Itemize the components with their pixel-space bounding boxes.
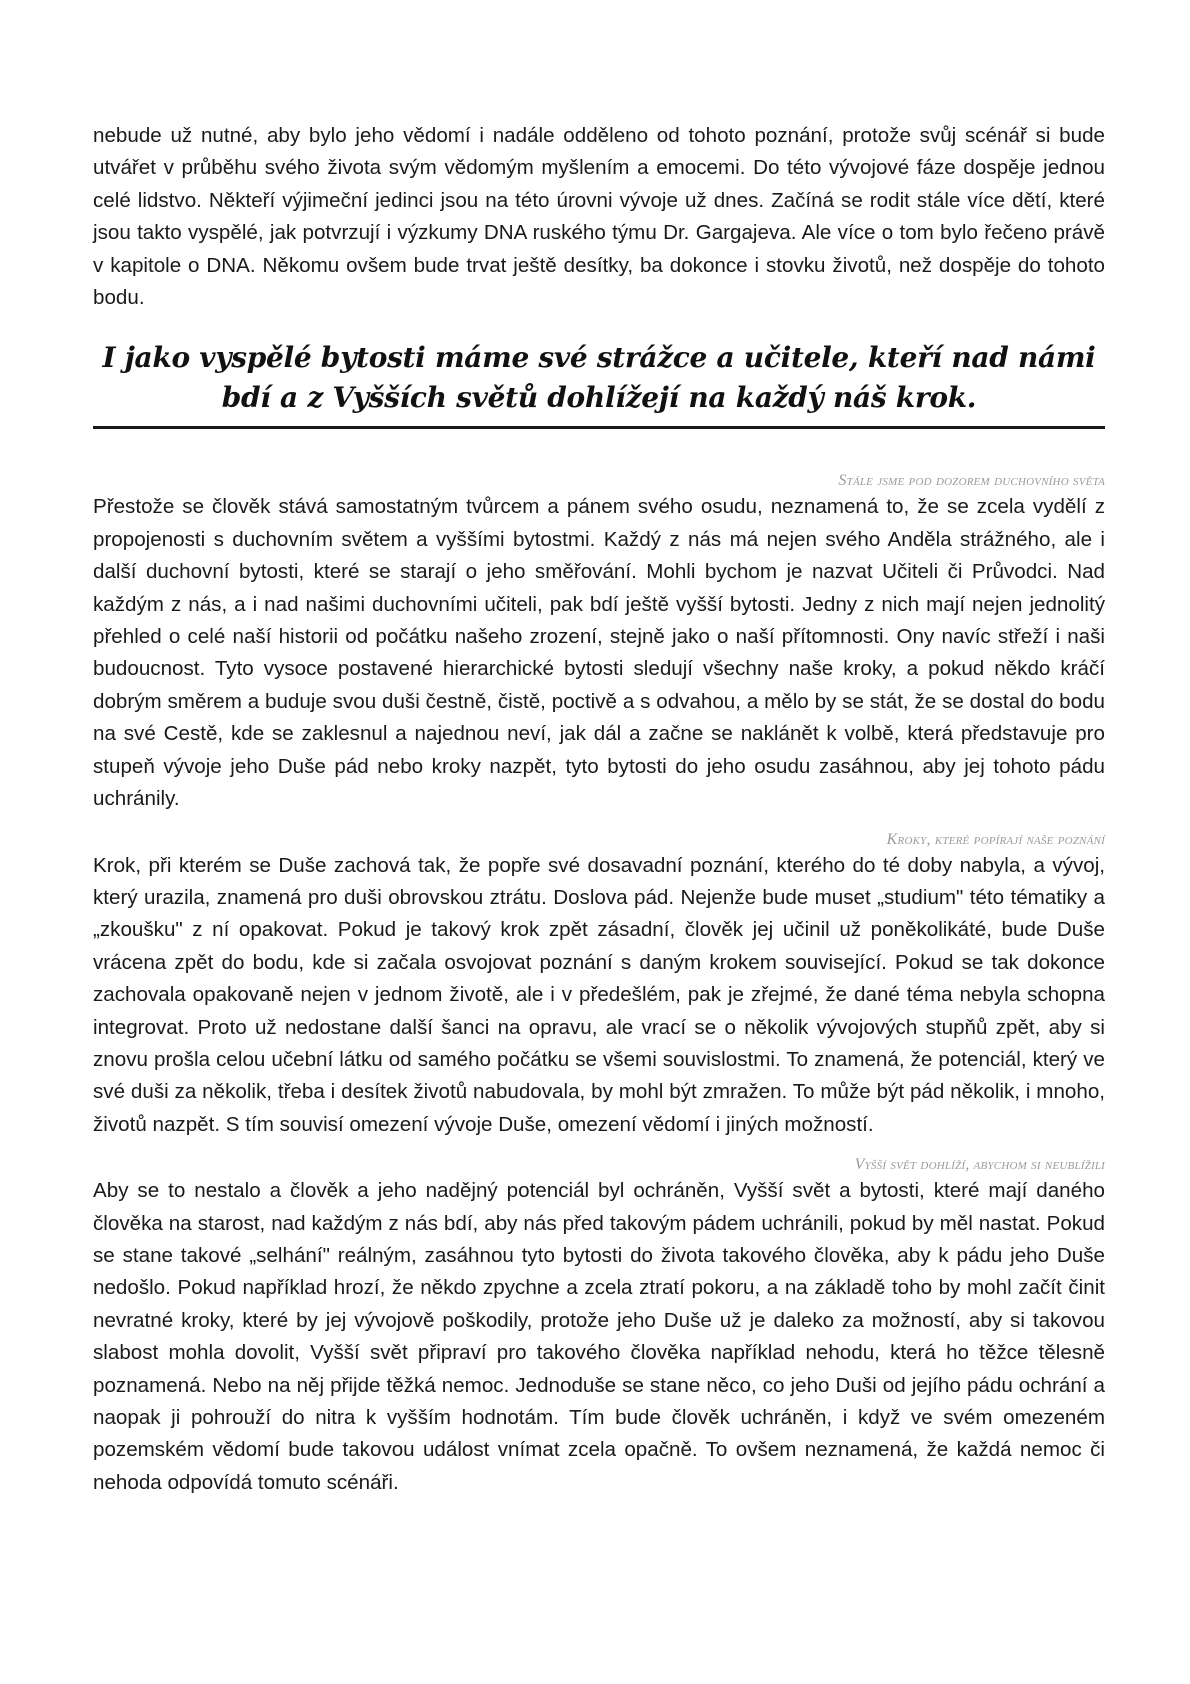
section-paragraph: Aby se to nestalo a člověk a jeho nadějný potenciál byl ochráněn, Vyšší svět a bytosti, které mají daného člověka na starost, nad každým z nás bdí, aby nás před takovým pádem uchránili, pokud by měl nastat. Pokud se stane takové „selhání" reálným, zasáhnou tyto bytosti do života takového člověka, aby k pádu jeho Duše nedošlo. Pokud například hrozí, že někdo zpychne a zcela ztratí pokoru, a na základě toho by mohl začít činit nevratné kroky, které by jej vývojově poškodily, protože jeho Duše už je daleko za možností, aby si takovou slabost mohla dovolit, Vyšší svět připraví pro takového člověka například nehodu, která ho těžce tělesně poznamená. Nebo na něj přijde těžká nemoc. Jednoduše se stane něco, co jeho Duši od jejího pádu ochrání a naopak ji pohrouží do nitra k vyšším hodnotám. Tím bude člověk uchráněn, i když ve svém omezeném pozemském vědomí bude takovou událost vnímat zcela opačně. To ovšem neznamená, že každá nemoc či nehoda odpovídá tomuto scénáři.: [93, 1179, 1105, 1494]
section-2: [93, 830, 1105, 1142]
highlight-quote-block: [93, 338, 1105, 429]
section-paragraph: Krok, při kterém se Duše zachová tak, že popře své dosavadní poznání, kterého do té doby nabyla, a vývoj, který urazila, znamená pro duši obrovskou ztrátu. Doslova pád. Nejenže bude muset „studium" této tématiky a „zkoušku" z ní opakovat. Pokud je takový krok zpět zásadní, člověk jej učinil už poněkolikáté, bude Duše vrácena zpět do bodu, kde si začala osvojovat poznání s daným krokem související. Pokud se tak dokonce zachovala opakovaně nejen v jednom životě, ale i v předešlém, pak je zřejmé, že dané téma nebyla schopna integrovat. Proto už nedostane další šanci na opravu, ale vrací se o několik vývojových stupňů zpět, aby si znovu prošla celou učební látku od samého počátku se všemi souvislostmi. To znamená, že potenciál, který ve své duši za několik, třeba i desítek životů nabudovala, by mohl být zmražen. To může být pád několik, i mnoho, životů nazpět. S tím souvisí omezení vývoje Duše, omezení vědomí i jiných možností.: [93, 853, 1105, 1136]
section-heading: Kroky, které popírají naše poznání: [886, 830, 1105, 848]
section-heading: Stále jsme pod dozorem duchovního světa: [838, 472, 1105, 490]
intro-paragraph: nebude už nutné, aby bylo jeho vědomí i nadále odděleno od tohoto poznání, protože svůj scénář si bude utvářet v průběhu svého života svým vědomým myšlením a emocemi. Do této vývojové fáze dospěje jednou celé lidstvo. Někteří výjimeční jedinci jsou na této úrovni vývoje už dnes. Začíná se rodit stále více dětí, které jsou takto vyspělé, jak potvrzují i výzkumy DNA ruského týmu Dr. Gargajeva. Ale více o tom bylo řečeno právě v kapitole o DNA. Někomu ovšem bude trvat ještě desítky, ba dokonce i stovku životů, než dospěje do tohoto bodu.: [93, 124, 1105, 310]
section-heading: Vyšší svět dohlíží, abychom si neublížili: [854, 1156, 1105, 1174]
section-paragraph: Přestože se člověk stává samostatným tvůrcem a pánem svého osudu, neznamená to, že se zcela vydělí z propojenosti s duchovním světem a vyššími bytostmi. Každý z nás má nejen svého Anděla strážného, ale i další duchovní bytosti, které se starají o jeho směřování. Mohli bychom je nazvat Učiteli či Průvodci. Nad každým z nás, a i nad našimi duchovními učiteli, pak bdí ještě vyšší bytosti. Jedny z nich mají nejen jednolitý přehled o celé naší historii od počátku našeho zrození, stejně jako o naší přítomnosti. Ony navíc střeží i naši budoucnost. Tyto vysoce postavené hierarchické bytosti sledují všechny naše kroky, a pokud někdo kráčí dobrým směrem a buduje svou duši čestně, čistě, poctivě a s odvahou, a mělo by se stát, že se dostal do bodu na své Cestě, kde se zaklesnul a najednou neví, jak dál a začne se naklánět k volbě, která představuje pro stupeň vývoje jeho Duše pád nebo kroky nazpět, tyto bytosti do jeho osudu zasáhnou, aby jej tohoto pádu uchránily.: [93, 495, 1105, 811]
section-1: [93, 471, 1105, 815]
document-page: [93, 120, 1105, 1499]
section-3: [93, 1155, 1105, 1499]
highlight-quote: I jako vyspělé bytosti máme své strážce a učitele, kteří nad námi bdí a z Vyšších světů dohlížejí na každý náš krok.: [102, 341, 1096, 415]
